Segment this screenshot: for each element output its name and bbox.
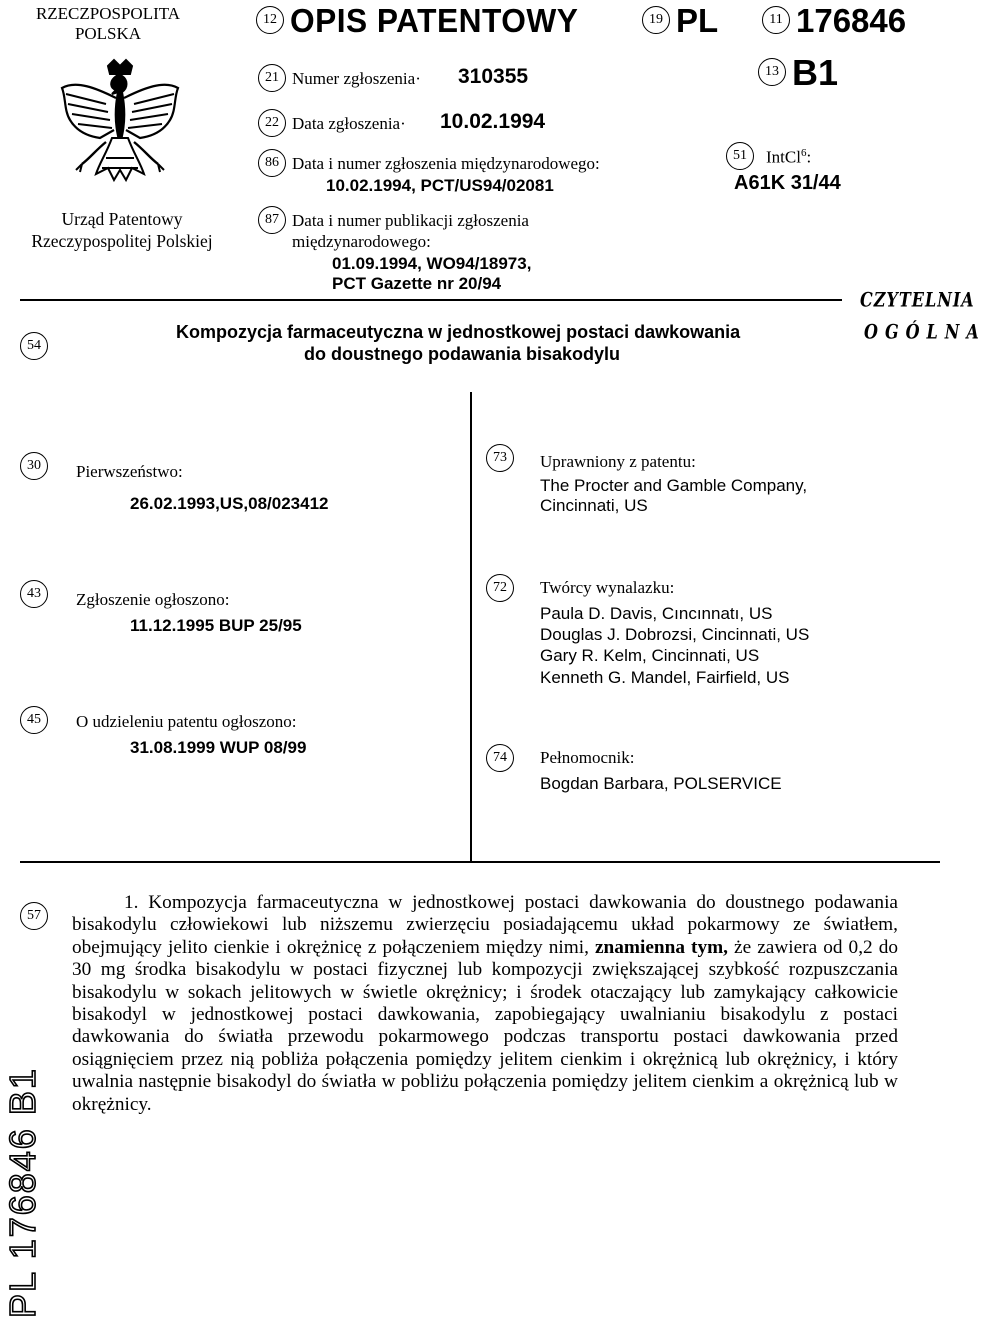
intl-publication-value-line2: PCT Gazette nr 20/94 <box>332 274 502 293</box>
inid-73: 73 <box>486 444 514 472</box>
inid-54: 54 <box>20 332 48 360</box>
int-cl-colon: : <box>806 147 812 167</box>
claim-1 <box>72 892 898 1116</box>
polish-eagle-emblem <box>56 58 184 200</box>
column-divider <box>470 392 472 862</box>
kind-code: B1 <box>792 52 839 93</box>
inid-72: 72 <box>486 574 514 602</box>
attorney-value: Bogdan Barbara, POLSERVICE <box>540 774 782 793</box>
granted-label: O udzieleniu patentu ogłoszono: <box>76 712 297 731</box>
application-date: 10.02.1994 <box>440 110 546 133</box>
library-stamp-line1: CZYTELNIA <box>860 287 975 312</box>
inid-87: 87 <box>258 206 286 234</box>
patent-number: 176846 <box>796 2 907 39</box>
inid-19: 19 <box>642 6 670 34</box>
claim-text-part1: 1. Kompozycja farmaceutyczna w jednostkowej postaci dawkowania do doustnego podawania bisakodylu człowiekowi lub niższemu zwierzęciu posiadającemu układ pokarmowy ze światłem, obejmujący jelito cienkie i okrężnicę z połączeniem między nimi, <box>72 892 898 958</box>
announced-value: 11.12.1995 BUP 25/95 <box>130 616 302 635</box>
attorney-label: Pełnomocnik: <box>540 748 635 767</box>
inid-86: 86 <box>258 149 286 177</box>
int-cl-value: A61K 31/44 <box>734 172 841 194</box>
patent-office-name: Urząd Patentowy Rzeczypospolitej Polskiej <box>31 209 213 251</box>
inid-45: 45 <box>20 706 48 734</box>
library-stamp-line2: OGÓLNA <box>864 319 986 344</box>
intl-application-value: 10.02.1994, PCT/US94/02081 <box>326 176 554 195</box>
int-cl-text: IntCl <box>766 147 801 167</box>
patent-title-line1: Kompozycja farmaceutyczna w jednostkowej postaci dawkowania <box>176 322 741 342</box>
announced-label: Zgłoszenie ogłoszono: <box>76 590 230 609</box>
country-code: PL <box>676 2 719 39</box>
proprietor-line1: The Procter and Gamble Company, <box>540 476 808 495</box>
inventor-4: Kenneth G. Mandel, Fairfield, US <box>540 668 790 687</box>
proprietor-line2: Cincinnati, US <box>540 496 648 515</box>
intl-publication-value-line1: 01.09.1994, WO94/18973, <box>332 254 532 273</box>
application-number: 310355 <box>458 65 529 88</box>
header-separator <box>20 299 842 301</box>
document-type-title: OPIS PATENTOWY <box>290 2 579 39</box>
inventors-label: Twórcy wynalazku: <box>540 578 675 597</box>
proprietor-label: Uprawniony z patentu: <box>540 452 696 471</box>
inid-12: 12 <box>256 6 284 34</box>
inid-13: 13 <box>758 58 786 86</box>
inventor-1: Paula D. Davis, Cıncınnatı, US <box>540 604 773 623</box>
application-date-label: Data zgłoszenia· <box>292 114 406 133</box>
intl-publication-label-line2: międzynarodowego: <box>292 232 431 251</box>
int-cl-label <box>766 147 811 168</box>
inid-43: 43 <box>20 580 48 608</box>
priority-label: Pierwszeństwo: <box>76 462 183 481</box>
inventor-3: Gary R. Kelm, Cincinnati, US <box>540 646 760 665</box>
inid-21: 21 <box>258 64 286 92</box>
granted-value: 31.08.1999 WUP 08/99 <box>130 738 307 757</box>
application-number-label: Numer zgłoszenia· <box>292 69 421 88</box>
priority-value: 26.02.1993,US,08/023412 <box>130 494 329 513</box>
claim-characterizing-phrase: znamienna tym, <box>594 936 728 958</box>
side-patent-label: PL 176846 B1 <box>2 1067 43 1318</box>
intl-application-label: Data i numer zgłoszenia międzynarodowego: <box>292 154 600 173</box>
section-separator <box>20 861 940 863</box>
inid-57: 57 <box>20 902 48 930</box>
patent-title-line2: do doustnego podawania bisakodylu <box>304 344 621 364</box>
inid-74: 74 <box>486 744 514 772</box>
claim-text-part2: że zawiera od 0,2 do 30 mg środka bisakodylu w postaci fizycznej lub kompozycji zwiększającej szybkość rozpuszczania bisakodylu w sokach jelitowych w świetle okrężnicy; i środek otaczający lub zamykający całkowicie bisakodyl w jednostkowej postaci dawkowania, zapobiegający uwalnianiu bisakodylu z postaci dawkowania do światła przewodu pokarmowego podczas transportu postaci dawkowania przed osiągnięciem przez nią pobliża połączenia pomiędzy jelitem cienkim i okrężnicą lub okrężnicy, i który uwalnia następnie bisakodyl do światła w pobliżu połączenia pomiędzy jelitem cienkim a okrężnicą lub w okrężnicy. <box>72 936 898 1115</box>
inventor-2: Douglas J. Dobrozsi, Cincinnati, US <box>540 625 810 644</box>
inid-11: 11 <box>762 6 790 34</box>
int-cl-edition: 6 <box>800 147 807 159</box>
inid-51: 51 <box>726 142 754 170</box>
intl-publication-label-line1: Data i numer publikacji zgłoszenia <box>292 211 529 230</box>
country-name: RZECZPOSPOLITA POLSKA <box>35 4 181 43</box>
inid-22: 22 <box>258 109 286 137</box>
inid-30: 30 <box>20 452 48 480</box>
